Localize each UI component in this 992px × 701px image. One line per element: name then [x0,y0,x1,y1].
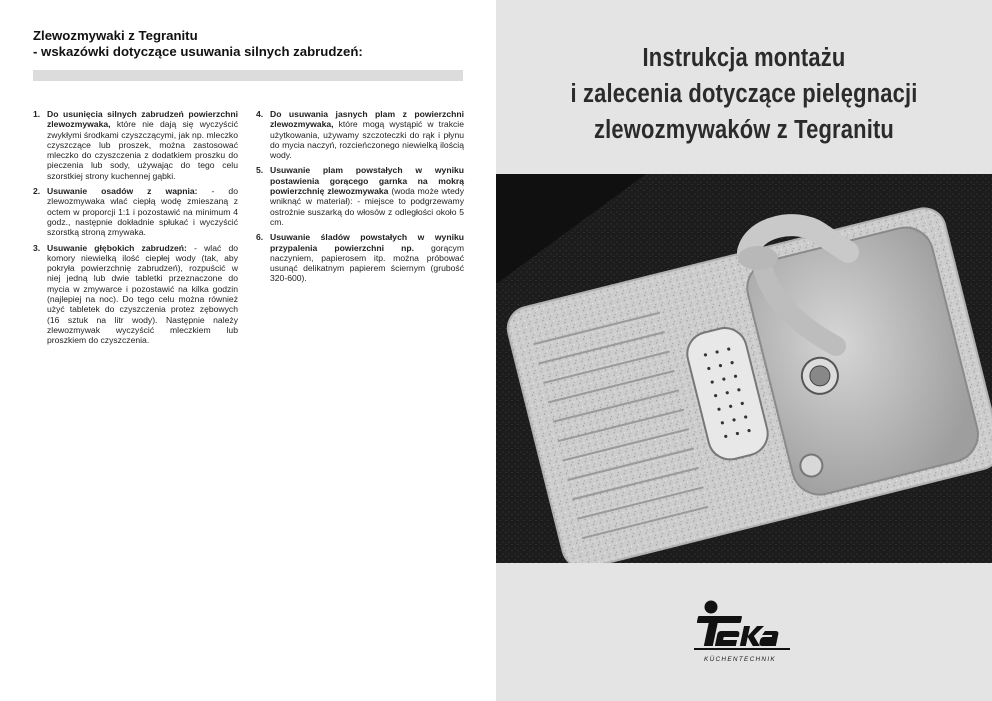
sink-illustration [496,174,992,563]
item-heading: Usuwanie osadów z wapnia: [47,186,198,197]
instruction-item-4 [256,109,464,160]
main-heading [33,28,473,60]
instruction-item-2 [33,186,238,237]
teka-logo-mark [692,598,792,658]
item-heading: Do usuwania jasnych plam z powierzchni zlewozmywaka, [270,109,464,130]
item-text: gorącym naczyniem, papierosem itp. można próbować usunąć delikatnym papierem ściernym (grubość 320-600). [270,242,464,284]
item-text: (woda może wtedy wniknąć w materiał): - miejsce to podgrzewamy ostrożnie suszarką do włosów z odległości około 5 cm. [270,186,464,227]
instruction-item-5 [256,165,464,227]
item-number: 5. [256,165,264,176]
teka-logo [692,598,802,668]
item-number: 4. [256,109,264,119]
cover-title-line-2: i zalecenia dotyczące pielęgnacji [570,80,918,108]
heading-line-1: Zlewozmywaki z Tegranitu [33,28,198,43]
heading-divider-bar [33,70,463,81]
cover-title-line-1: Instrukcja montażu [642,44,846,72]
item-text: - wlać do komory niewielką ilość ciepłej wody (tak, aby pokryła powierzchnię zabrudzeń), rozpuścić w niej jedną lub dwie tabletki przeznaczone do mycia w zmywarce i pozostawić na kilka godzin (najlepiej na noc). Do tego celu można również użyć tabletek do czyszczenia protez zębowych (16 sztuk na litr wody). Następnie należy zlewozmywak wyczyścić mleczkiem lub proszkiem do czyszczenia. [47,242,238,346]
item-text: - do zlewozmywaka wlać ciepłą wodę zmieszaną z octem w proporcji 1:1 i pozostawić na minimum 4 godz., następnie dokładnie spłukać i wyczyścić szorstką stroną zmywaka. [47,186,238,238]
cover-title [496,40,992,148]
instruction-item-3 [33,243,238,346]
item-heading: Usuwanie plam powstałych w wyniku postawienia gorącego garnka na mokrą powierzchnię zlewozmywaka [270,165,464,197]
item-number: 1. [33,109,41,119]
cover-page [496,0,992,701]
instruction-item-1 [33,109,238,181]
logo-subtitle: KÜCHENTECHNIK [704,656,776,663]
sink-photo [496,174,992,563]
item-number: 3. [33,242,41,253]
instruction-item-6 [256,232,464,283]
item-heading: Usuwanie głębokich zabrudzeń: [47,242,187,253]
item-heading: Usuwanie śladów powstałych w wyniku przypalenia powierzchni np. [270,232,464,253]
instructions-column-left [33,109,238,351]
instructions-column-right [256,109,464,289]
heading-line-2: - wskazówki dotyczące usuwania silnych zabrudzeń: [33,44,363,59]
item-number: 6. [256,232,264,243]
item-number: 2. [33,186,41,197]
item-text: które mogą wystąpić w trakcie użytkowania, używamy szczoteczki do rąk i płynu do mycia naczyń, rozcieńczonego niewielką ilością wody. [270,119,464,161]
item-heading: Do usunięcia silnych zabrudzeń powierzchni zlewozmywaka, [47,109,238,130]
cover-title-line-3: zlewozmywaków z Tegranitu [593,116,895,144]
item-text: które nie dają się wyczyścić zwykłymi środkami czyszczącymi, jak np. mleczko czyszczące lub proszek, można zastosować mleczko do czyszczenia z dodatkiem proszku do pieczenia lub sody, używając do tego celu szorstkiej strony kuchennej gąbki. [47,119,238,181]
